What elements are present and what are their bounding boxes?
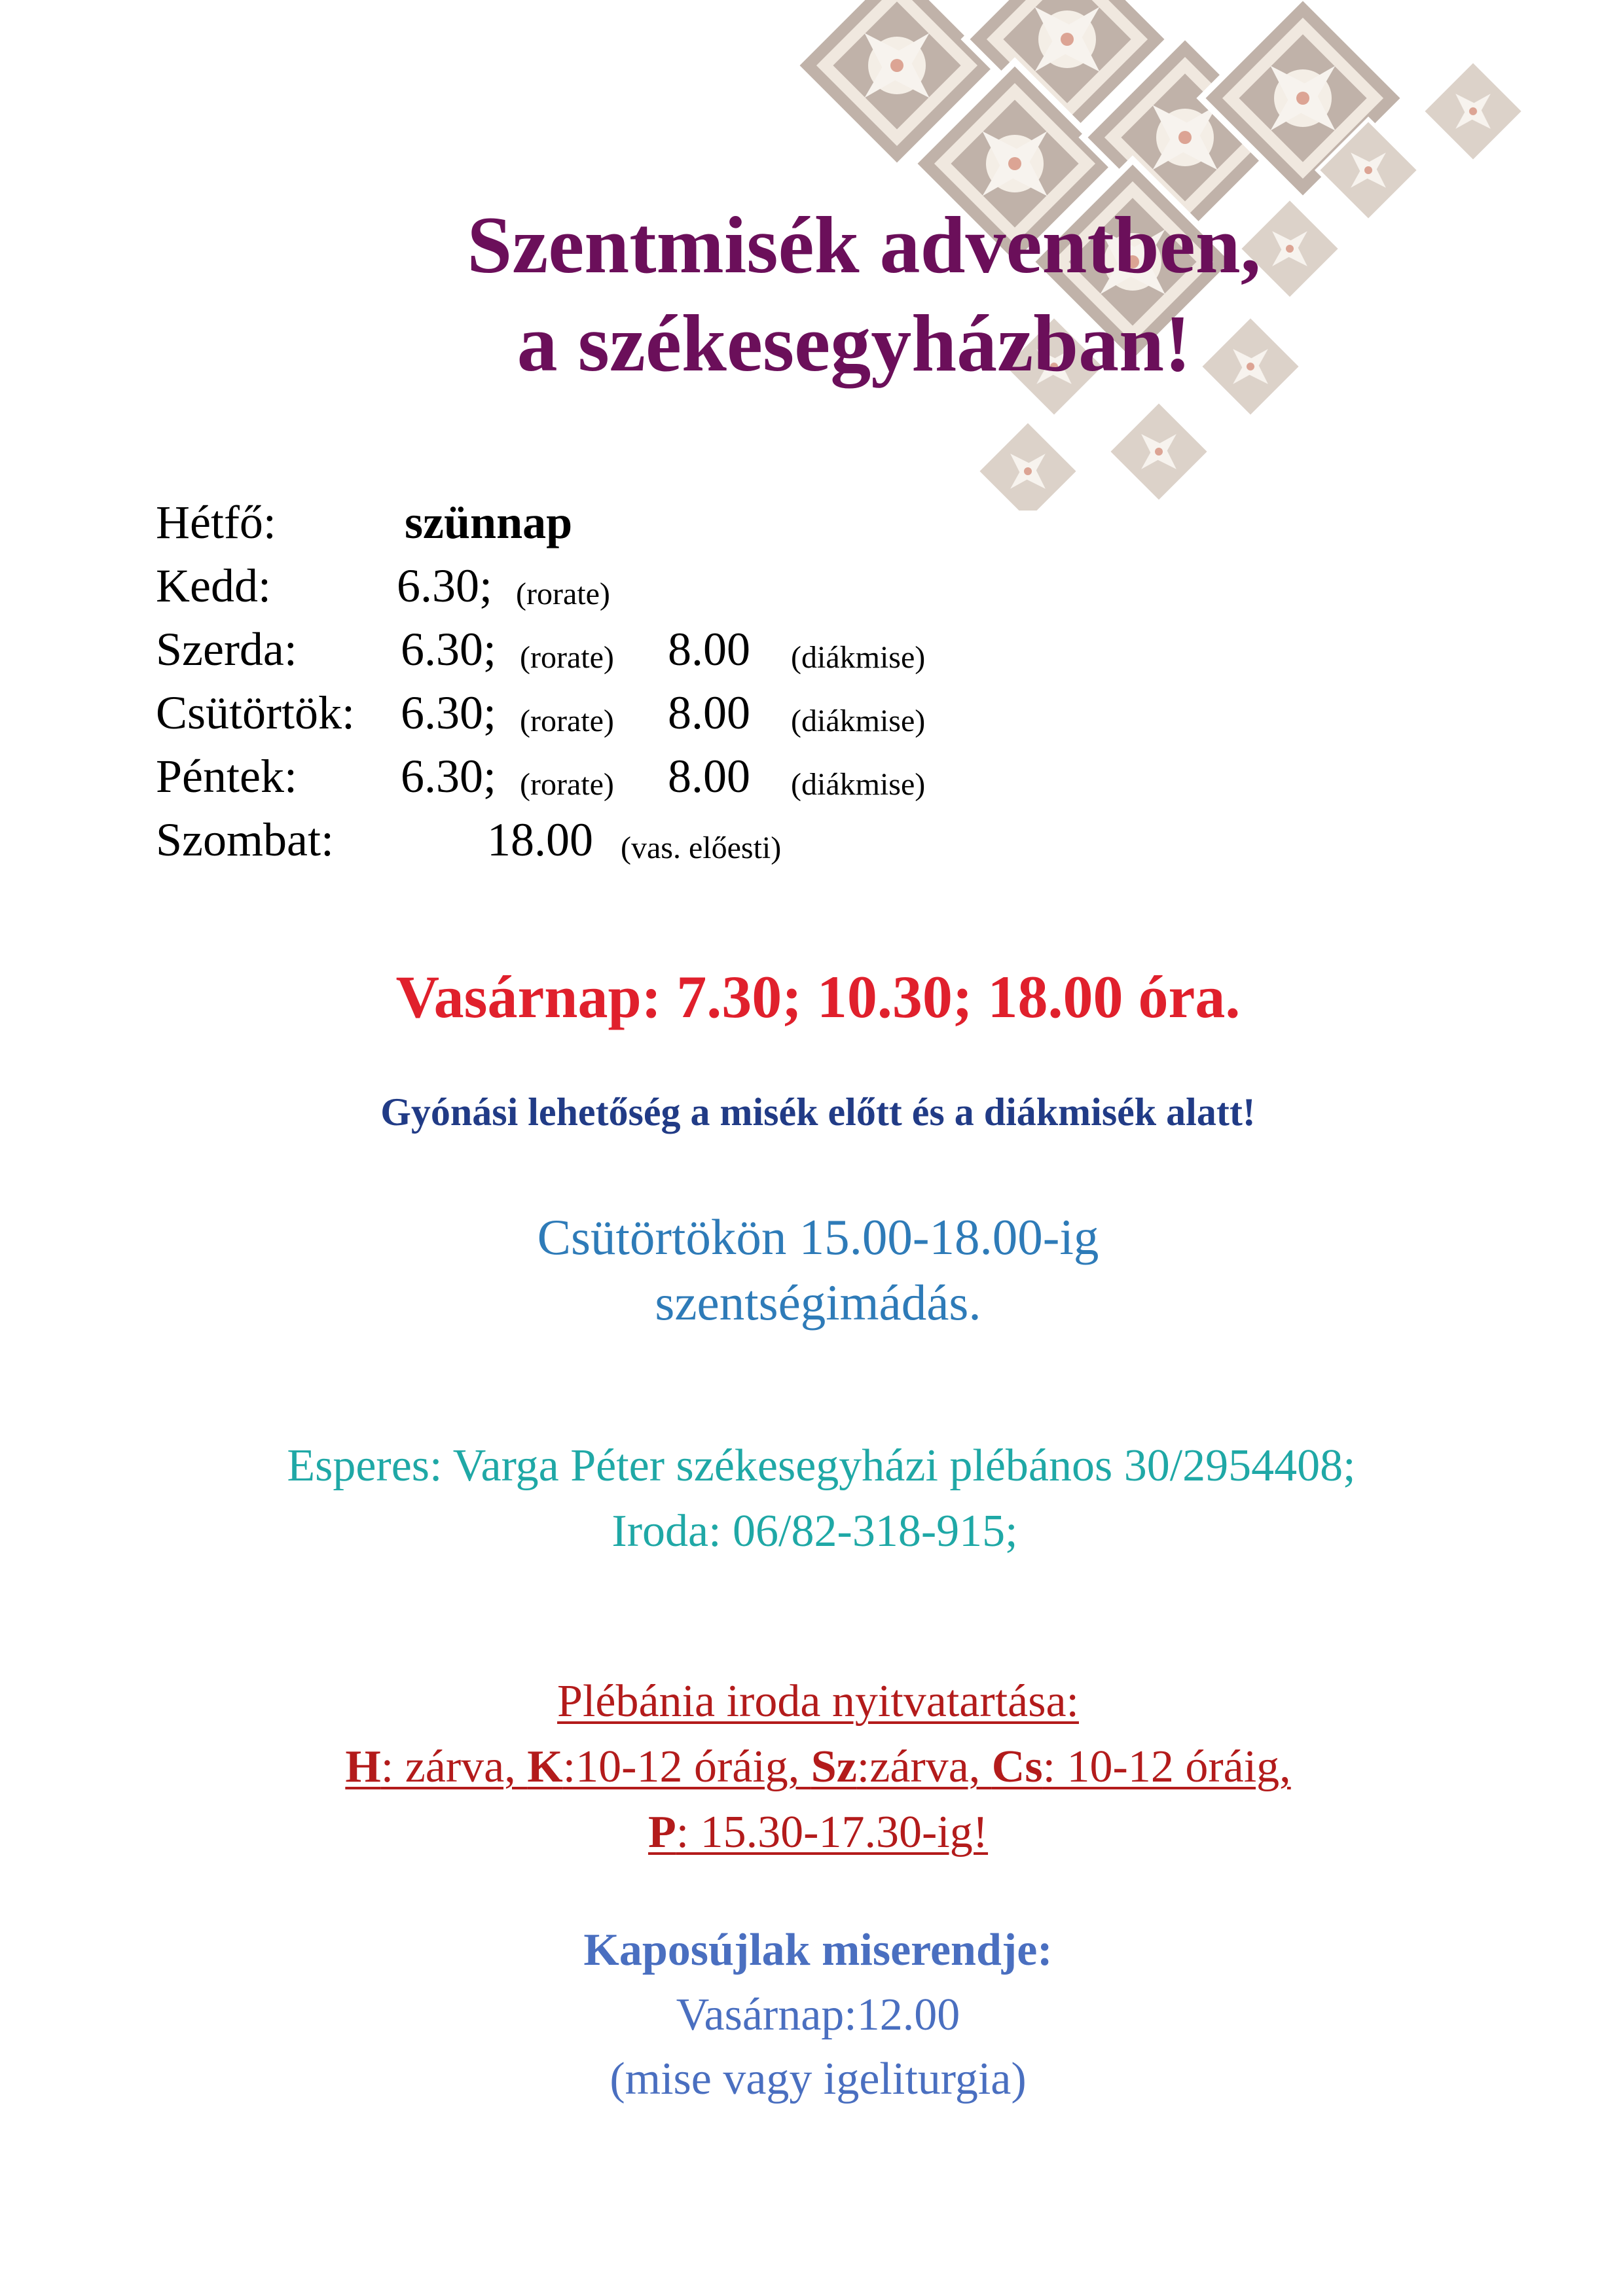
office-phone: Iroda: 06/82-318-915;	[611, 1506, 1018, 1556]
contact-info	[0, 1433, 1623, 1564]
adoration-line-2: szentségimádás.	[655, 1274, 981, 1331]
office-hours-line-2	[0, 1800, 1623, 1865]
office-hours-heading: Plébánia iroda nyitvatartása:	[557, 1676, 1079, 1727]
page-title	[0, 196, 1623, 393]
confession-note: Gyónási lehetőség a misék előtt és a diákmisék alatt!	[380, 1090, 1256, 1134]
tuesday-abbr: K	[527, 1742, 563, 1792]
day-label: Szombat:	[156, 814, 334, 866]
adoration-line-1: Csütörtökön 15.00-18.00-ig	[537, 1209, 1099, 1265]
adoration-info	[0, 1204, 1623, 1335]
monday-abbr: H	[345, 1742, 381, 1792]
kaposujlak-line-2: (mise vagy igeliturgia)	[610, 2054, 1027, 2104]
mass-time-2: 8.00	[668, 623, 750, 675]
day-label: Péntek:	[156, 750, 297, 802]
day-label: Szerda:	[156, 623, 297, 675]
mass-time: 6.30;	[401, 623, 497, 675]
mass-time: 18.00	[487, 814, 593, 866]
mass-time: 6.30;	[397, 560, 493, 612]
thursday-hours: : 10-12 óráig,	[1042, 1742, 1291, 1792]
title-line-1: Szentmisék adventben,	[467, 200, 1261, 290]
kaposujlak-schedule	[0, 1983, 1623, 2111]
tuesday-hours: :10-12 óráig,	[562, 1742, 811, 1792]
friday-abbr: P	[647, 1807, 676, 1857]
closed-label: szünnap	[405, 496, 573, 548]
mass-note: (rorate)	[520, 704, 614, 738]
mass-note: (rorate)	[520, 640, 614, 675]
mass-note-2: (diákmise)	[791, 704, 926, 738]
day-label: Csütörtök:	[156, 687, 356, 739]
mass-time-2: 8.00	[668, 687, 750, 739]
office-hours	[0, 1669, 1623, 1865]
friday-hours: : 15.30-17.30-ig!	[676, 1807, 989, 1857]
mass-time: 6.30;	[401, 687, 497, 739]
priest-contact: Esperes: Varga Péter székesegyházi plébános 30/2954408;	[287, 1441, 1356, 1491]
mass-note-2: (diákmise)	[791, 640, 926, 675]
monday-hours: : zárva,	[380, 1742, 528, 1792]
mass-note: (rorate)	[516, 577, 610, 611]
sunday-schedule: Vasárnap: 7.30; 10.30; 18.00 óra.	[395, 963, 1241, 1030]
day-label: Hétfő:	[156, 496, 276, 548]
wednesday-hours: :zárva,	[856, 1742, 992, 1792]
mass-note: (rorate)	[520, 767, 614, 802]
thursday-abbr: Cs	[991, 1742, 1043, 1792]
kaposujlak-heading: Kaposújlak miserendje:	[583, 1925, 1053, 1975]
wednesday-abbr: Sz	[811, 1742, 857, 1792]
title-line-2: a székesegyházban!	[517, 298, 1192, 388]
kaposujlak-line-1: Vasárnap:12.00	[676, 1990, 960, 2040]
mass-time: 6.30;	[401, 750, 497, 802]
day-label: Kedd:	[156, 560, 271, 612]
mass-note-2: (diákmise)	[791, 767, 926, 802]
mass-time-2: 8.00	[668, 750, 750, 802]
office-hours-line-1	[0, 1734, 1623, 1800]
mass-note: (vas. előesti)	[621, 831, 782, 865]
